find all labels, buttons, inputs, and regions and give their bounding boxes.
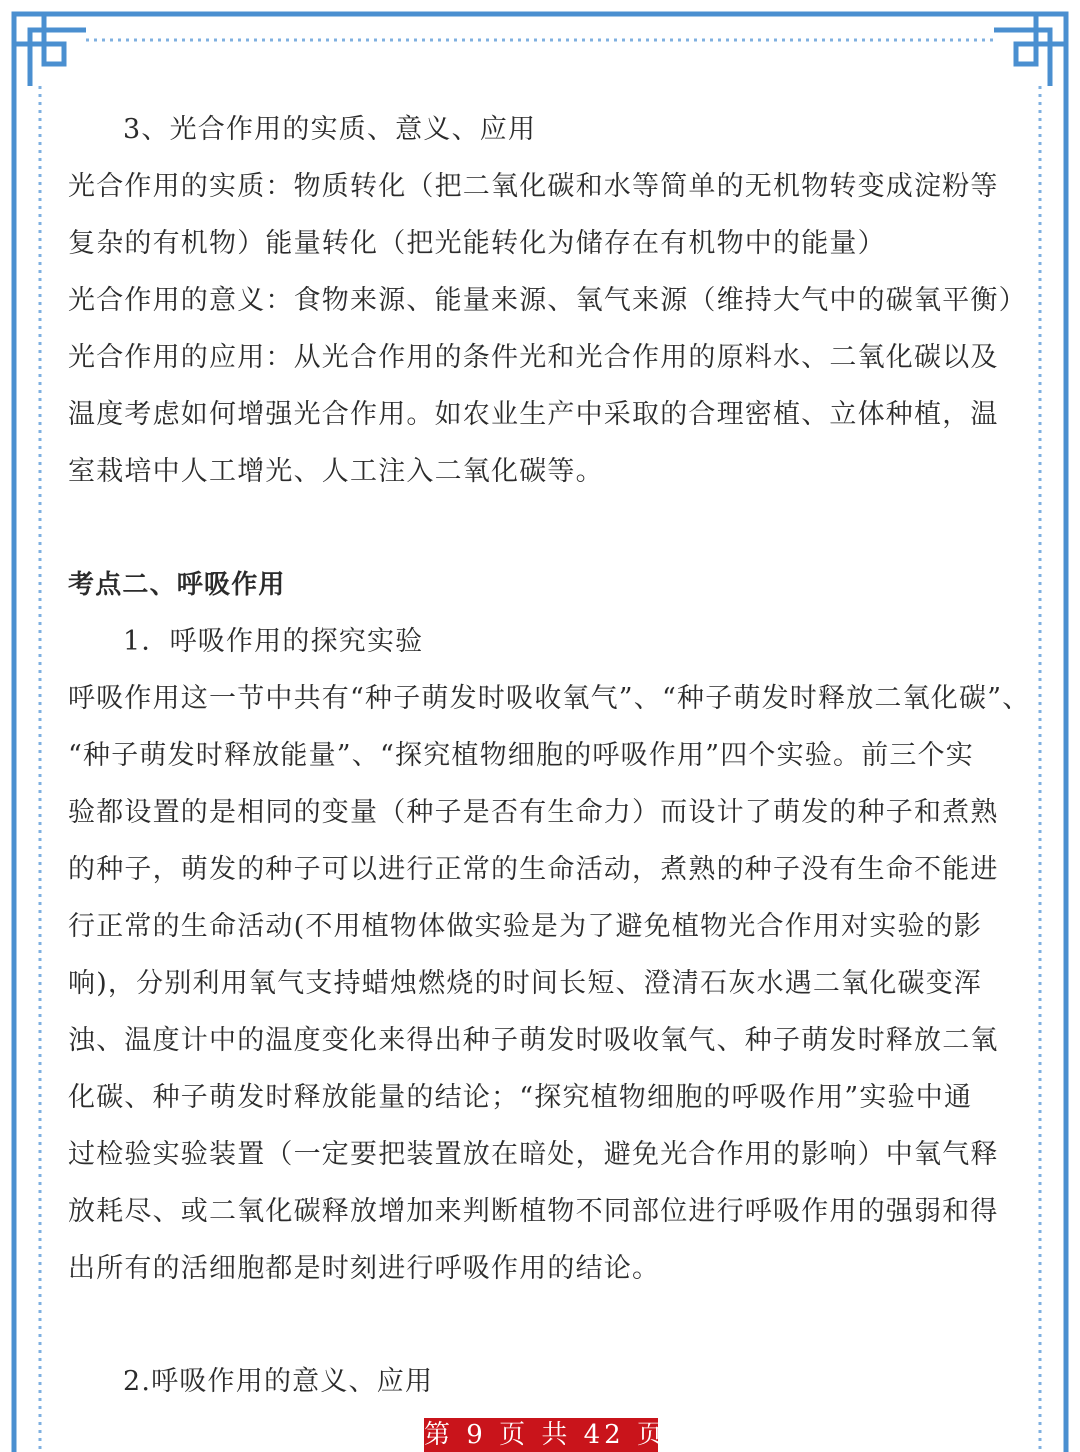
paragraph-line: 响)，分别利用氧气支持蜡烛燃烧的时间长短、澄清石灰水遇二氧化碳变浑 (68, 968, 983, 999)
subsection-title: 2.呼吸作用的意义、应用 (123, 1366, 434, 1397)
section-title: 3、光合作用的实质、意义、应用 (123, 114, 537, 145)
paragraph-line: 过检验实验装置（一定要把装置放在暗处，避免光合作用的影响）中氧气释 (68, 1139, 999, 1170)
section-heading: 考点二、呼吸作用 (68, 570, 286, 600)
paragraph-line: 化碳、种子萌发时释放能量的结论；“探究植物细胞的呼吸作用”实验中通 (68, 1082, 973, 1113)
paragraph-line: 行正常的生命活动(不用植物体做实验是为了避免植物光合作用对实验的影 (68, 911, 983, 942)
paragraph-line: 放耗尽、或二氧化碳释放增加来判断植物不同部位进行呼吸作用的强弱和得 (68, 1196, 999, 1227)
paragraph-line: 浊、温度计中的温度变化来得出种子萌发时吸收氧气、种子萌发时释放二氧 (68, 1025, 999, 1056)
paragraph-line: 光合作用的应用：从光合作用的条件光和光合作用的原料水、二氧化碳以及 (68, 342, 999, 373)
corner-ornament-icon (14, 14, 86, 86)
paragraph-line: “种子萌发时释放能量”、“探究植物细胞的呼吸作用”四个实验。前三个实 (68, 740, 975, 771)
paragraph-line: 呼吸作用这一节中共有“种子萌发时吸收氧气”、“种子萌发时释放二氧化碳”、 (68, 683, 1031, 714)
paragraph-line: 的种子，萌发的种子可以进行正常的生命活动，煮熟的种子没有生命不能进 (68, 854, 999, 885)
paragraph-line: 光合作用的意义：食物来源、能量来源、氧气来源（维持大气中的碳氧平衡） (68, 285, 1027, 316)
paragraph-line: 温度考虑如何增强光合作用。如农业生产中采取的合理密植、立体种植，温 (68, 399, 999, 430)
paragraph-line: 验都设置的是相同的变量（种子是否有生命力）而设计了萌发的种子和煮熟 (68, 797, 999, 828)
paragraph-line: 复杂的有机物）能量转化（把光能转化为储存在有机物中的能量） (68, 228, 886, 259)
subsection-title: 1．呼吸作用的探究实验 (123, 626, 424, 657)
paragraph-line: 光合作用的实质：物质转化（把二氧化碳和水等简单的无机物转变成淀粉等 (68, 171, 999, 202)
paragraph-line: 出所有的活细胞都是时刻进行呼吸作用的结论。 (68, 1253, 661, 1284)
corner-ornament-icon (994, 14, 1066, 86)
page-number-badge: 第 9 页 共 42 页 (424, 1420, 667, 1450)
paragraph-line: 室栽培中人工增光、人工注入二氧化碳等。 (68, 456, 604, 487)
